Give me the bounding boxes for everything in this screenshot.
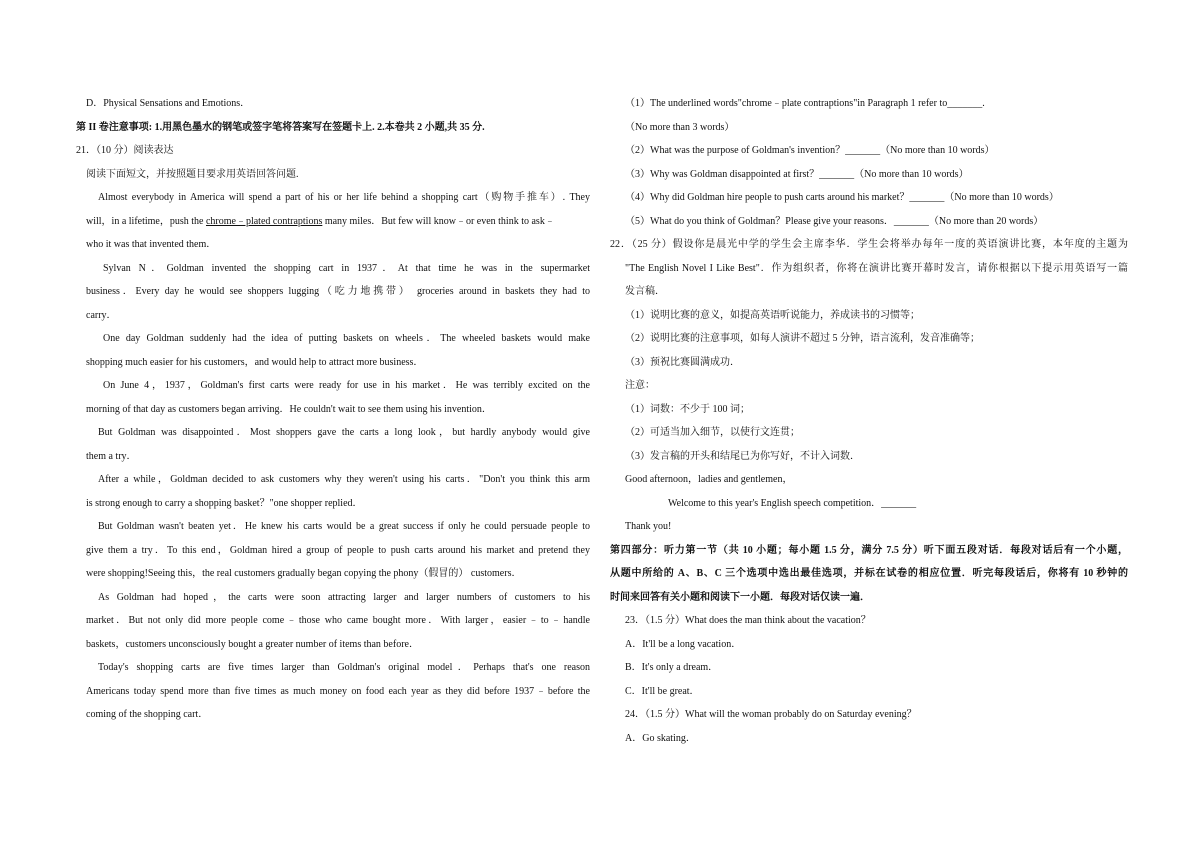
speech-thanks: Thank you! [625,521,672,532]
right-column [610,92,1128,750]
part4-instruction: 从题中所给的 A、B、C 三个选项中选出最佳选项，并标在试卷的相应位置．听完每段话后，你将有 10 秒钟的 [610,568,1128,579]
passage-line: baskets，customers unconsciously bought a greater number of items than before． [86,638,419,650]
q22-prompt: "The English Novel I Like Best"．作为组织者，你将在演讲比赛开幕时发言，请你根据以下提示用英语写一篇 [625,262,1128,274]
question-1: （1）The underlined words"chrome﹣plate contraptions"in Paragraph 1 refer to_______. [625,98,985,109]
question-3: （3）Why was Goldman disappointed at first？_______（No more than 10 words） [625,168,969,180]
underlined-phrase: chrome﹣plated contraptions [205,215,323,227]
passage-line: Americans today spend more than five times as much money on food each year as they did before 1937﹣before the [86,685,590,697]
option-d: D．Physical Sensations and Emotions． [86,98,251,109]
section2-notice: 第 II 卷注意事项: 1.用黑色墨水的钢笔或签字笔将答案写在签题卡上. 2.本卷共 2 小题,共 35 分. [76,121,485,133]
passage-line: give them a try．To this end，Goldman hired a group of people to push carts around his market and pretend they [86,544,590,556]
note-item: （1）词数：不少于 100 词； [625,403,750,415]
left-column [76,92,590,727]
passage-line: coming of the shopping cart． [86,709,209,720]
q23-option-a: A．It'll be a long vacation． [625,638,742,650]
part4-instruction: 第四部分：听力第一节（共 10 小题；每小题 1.5 分，满分 7.5 分）听下面五段对话．每段对话后有一个小题， [610,544,1128,556]
passage-line: them a try． [86,450,137,462]
q22-prompt: 发言稿． [625,286,665,297]
note-item: （2）可适当加入细节，以使行文连贯； [625,427,800,438]
speech-greeting: Good afternoon，ladies and gentlemen， [625,474,793,485]
passage-line: But Goldman wasn't beaten yet．He knew his carts would be a great success if only he could persuade people to [98,521,590,532]
question-4: （4）Why did Goldman hire people to push carts around his market？_______（No more than 10 words） [625,192,1059,203]
hint-item: （1）说明比赛的意义，如提高英语听说能力，养成读书的习惯等； [625,309,920,321]
question-1-limit: （No more than 3 words） [625,121,735,133]
q24-option-a: A．Go skating． [625,732,696,744]
passage-line: market．But not only did more people come﹣those who came bought more．With larger，easier﹣to﹣handle [86,615,590,626]
passage-line: shopping much easier for his customers，and would help to attract more business． [86,356,424,368]
passage-line: After a while，Goldman decided to ask customers why they weren't using his carts．"Don't you think this arm [98,474,590,485]
passage-line: But Goldman was disappointed．Most shoppers gave the carts a long look，but hardly anybody would give [98,427,590,438]
passage-line: carry． [86,309,117,321]
question-2: （2）What was the purpose of Goldman's invention？_______（No more than 10 words） [625,145,995,156]
passage-line: Sylvan N．Goldman invented the shopping cart in 1937．At that time he was in the supermarket [103,262,590,274]
q23-option-c: C．It'll be great． [625,685,700,697]
passage-line: Almost everybody in America will spend a part of his or her life behind a shopping cart（购物手推车）. They [98,192,590,203]
q23-option-b: B．It's only a dream． [625,662,719,673]
speech-welcome: Welcome to this year's English speech competition．_______ [668,497,917,509]
question-24: 24．（1.5 分）What will the woman probably do on Saturday evening？ [625,709,917,720]
passage-line: Today's shopping carts are five times larger than Goldman's original model．Perhaps that's one reason [98,662,590,673]
hint-item: （3）预祝比赛圆满成功． [625,356,740,368]
q22-prompt: 22．（25 分）假设你是晨光中学的学生会主席李华．学生会将举办每年一度的英语演讲比赛，本年度的主题为 [610,239,1128,250]
passage-line: is strong enough to carry a shopping basket？"one shopper replied． [86,497,363,509]
passage-line: As Goldman had hoped，the carts were soon attracting larger and larger numbers of customers to his [98,591,590,603]
note-heading: 注意： [625,380,655,391]
q21-heading: 21．（10 分）阅读表达 [76,145,174,156]
passage-line: who it was that invented them． [86,239,217,250]
note-item: （3）发言稿的开头和结尾已为你写好，不计入词数． [625,450,860,462]
hint-item: （2）说明比赛的注意事项，如每人演讲不超过 5 分钟，语言流利，发音准确等； [625,333,980,344]
passage-line: morning of that day as customers began arriving．He couldn't wait to see them using his invention． [86,403,492,415]
q21-instruction: 阅读下面短文，并按照题目要求用英语回答问题. [86,168,299,180]
passage-line: One day Goldman suddenly had the idea of putting baskets on wheels．The wheeled baskets would make [103,333,590,344]
part4-instruction: 时间来回答有关小题和阅读下一小题．每段对话仅读一遍． [610,591,870,603]
passage-line: On June 4，1937，Goldman's first carts were ready for use in his market．He was terribly excited on the [103,380,590,391]
passage-line: business．Every day he would see shoppers lugging（吃力地携带） groceries around in baskets they had to [86,286,590,297]
passage-line [76,210,590,234]
question-23: 23．（1.5 分）What does the man think about the vacation？ [625,615,871,626]
question-5: （5）What do you think of Goldman？Please give your reasons．_______（No more than 20 words） [625,215,1044,227]
passage-line: were shopping!Seeing this，the real customers gradually began copying the phony（假冒的） customers． [86,568,522,579]
passage-text: many miles．But few will know﹣or even think to ask﹣ [322,215,555,227]
passage-text: will，in a lifetime，push the [86,215,206,227]
